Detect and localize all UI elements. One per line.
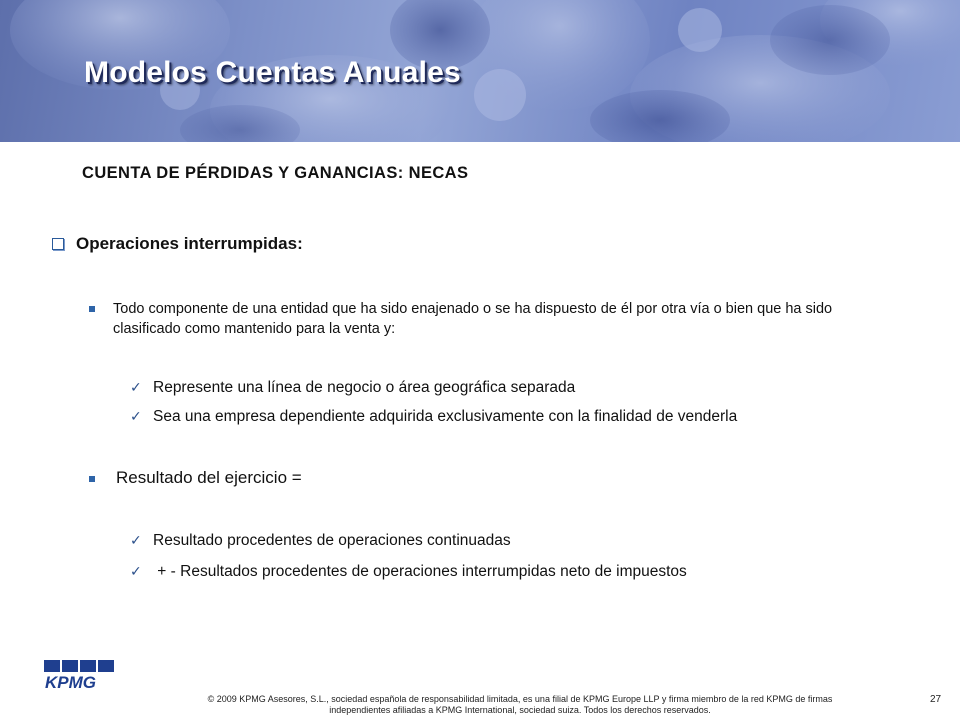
header-banner [0, 0, 960, 142]
square-bullet-icon [89, 306, 95, 312]
kpmg-logo-text: KPMG [45, 673, 96, 690]
check-item-2: Sea una empresa dependiente adquirida exclusivamente con la finalidad de venderla [153, 408, 738, 425]
slide-title: Modelos Cuentas Anuales [84, 56, 461, 89]
checkbox-bullet-icon [52, 238, 64, 250]
bullet-2-text: Resultado del ejercicio = [116, 468, 302, 487]
checkmark-icon: ✓ [130, 379, 142, 395]
page-number: 27 [930, 694, 942, 705]
check-item-1: Represente una línea de negocio o área geográfica separada [153, 379, 576, 396]
square-bullet-icon [89, 476, 95, 482]
footer-legal-line-1: © 2009 KPMG Asesores, S.L., sociedad española de responsabilidad limitada, es una filial de KPMG Europe LLP y firma miembro de la red KPMG de firmas [207, 694, 833, 704]
checkmark-icon: ✓ [130, 563, 142, 579]
check-item-3: Resultado procedentes de operaciones continuadas [153, 532, 511, 549]
checkmark-icon: ✓ [130, 408, 142, 424]
main-bullet [52, 234, 303, 254]
checkmark-icon: ✓ [130, 532, 142, 548]
section-subtitle: CUENTA DE PÉRDIDAS Y GANANCIAS: NECAS [82, 164, 469, 182]
footer-legal-line-2: independientes afiliadas a KPMG International, sociedad suiza. Todos los derechos reservados. [329, 705, 711, 715]
bullet-1-text: Todo componente de una entidad que ha sido enajenado o se ha dispuesto de él por otra vía o bien que ha sido clasificado como mantenido para la venta y: [113, 301, 833, 337]
kpmg-logo [44, 660, 114, 690]
main-bullet-heading: Operaciones interrumpidas: [76, 234, 303, 253]
footer-legal [140, 694, 900, 716]
check-item-4: + - Resultados procedentes de operaciones interrumpidas neto de impuestos [153, 563, 687, 580]
